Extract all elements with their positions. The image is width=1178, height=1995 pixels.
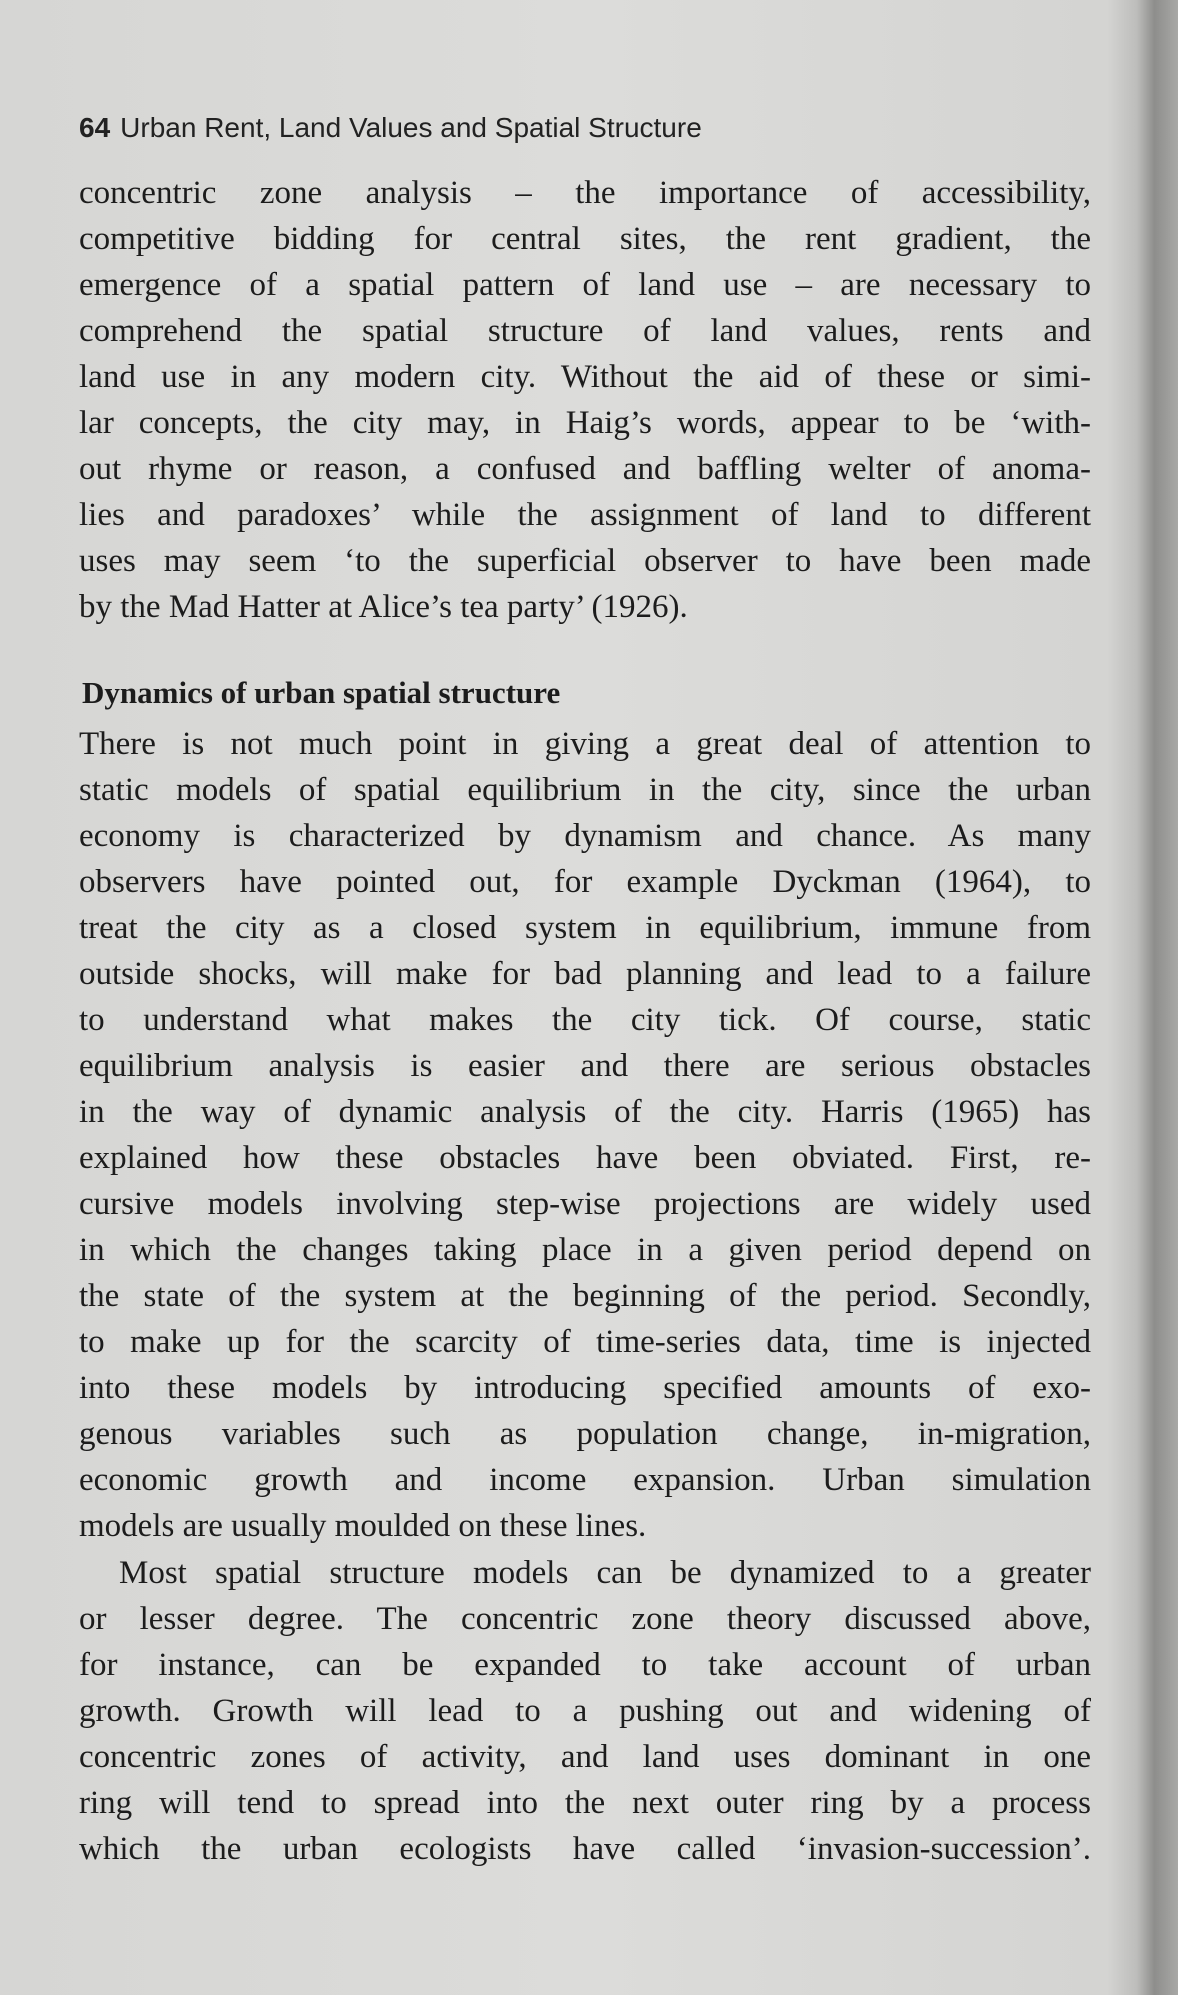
text-line: models are usually moulded on these lines. (79, 1508, 647, 1544)
text-line: cursive models involving step-wise projections are widely used (79, 1186, 1091, 1222)
text-line: or lesser degree. The concentric zone theory discussed above, (79, 1601, 1091, 1637)
text-line: lar concepts, the city may, in Haig’s words, appear to be ‘with- (79, 405, 1091, 441)
text-line: outside shocks, will make for bad planning and lead to a failure (79, 956, 1091, 992)
text-line: out rhyme or reason, a confused and baffling welter of anoma- (79, 451, 1091, 487)
text-line: equilibrium analysis is easier and there are serious obstacles (79, 1048, 1091, 1084)
text-line: uses may seem ‘to the superficial observer to have been made (79, 543, 1091, 579)
paragraph-3 (79, 1550, 1091, 1872)
text-line: by the Mad Hatter at Alice’s tea party’ (1926). (79, 589, 688, 625)
text-line: emergence of a spatial pattern of land use – are necessary to (79, 267, 1091, 303)
text-line: comprehend the spatial structure of land values, rents and (79, 313, 1091, 349)
paragraph-1 (79, 170, 1091, 630)
page-number: 64 (79, 112, 111, 143)
text-line: which the urban ecologists have called ‘invasion-succession’. (79, 1831, 1091, 1867)
text-line: concentric zone analysis – the importance of accessibility, (79, 175, 1091, 211)
text-line: Most spatial structure models can be dynamized to a greater (119, 1555, 1091, 1591)
text-line: economy is characterized by dynamism and chance. As many (79, 818, 1091, 854)
text-line: into these models by introducing specified amounts of exo- (79, 1370, 1091, 1406)
text-line: in the way of dynamic analysis of the city. Harris (1965) has (79, 1094, 1091, 1130)
text-line: competitive bidding for central sites, the rent gradient, the (79, 221, 1091, 257)
text-line: treat the city as a closed system in equilibrium, immune from (79, 910, 1091, 946)
text-line: There is not much point in giving a great deal of attention to (79, 726, 1091, 762)
section-heading: Dynamics of urban spatial structure (82, 675, 561, 710)
running-title: Urban Rent, Land Values and Spatial Structure (120, 112, 702, 143)
text-line: explained how these obstacles have been obviated. First, re- (79, 1140, 1091, 1176)
text-line: static models of spatial equilibrium in the city, since the urban (79, 772, 1091, 808)
text-line: growth. Growth will lead to a pushing out and widening of (79, 1693, 1091, 1729)
text-line: ring will tend to spread into the next outer ring by a process (79, 1785, 1091, 1821)
text-line: concentric zones of activity, and land uses dominant in one (79, 1739, 1091, 1775)
text-line: in which the changes taking place in a given period depend on (79, 1232, 1091, 1268)
text-line: for instance, can be expanded to take account of urban (79, 1647, 1091, 1683)
text-line: observers have pointed out, for example Dyckman (1964), to (79, 864, 1091, 900)
text-line: genous variables such as population change, in-migration, (79, 1416, 1091, 1452)
text-line: the state of the system at the beginning of the period. Secondly, (79, 1278, 1091, 1314)
paragraph-2 (79, 721, 1091, 1549)
text-line: land use in any modern city. Without the aid of these or simi- (79, 359, 1091, 395)
text-line: to understand what makes the city tick. Of course, static (79, 1002, 1091, 1038)
running-header (79, 112, 702, 144)
text-line: to make up for the scarcity of time-series data, time is injected (79, 1324, 1091, 1360)
text-line: economic growth and income expansion. Urban simulation (79, 1462, 1091, 1498)
text-line: lies and paradoxes’ while the assignment of land to different (79, 497, 1091, 533)
